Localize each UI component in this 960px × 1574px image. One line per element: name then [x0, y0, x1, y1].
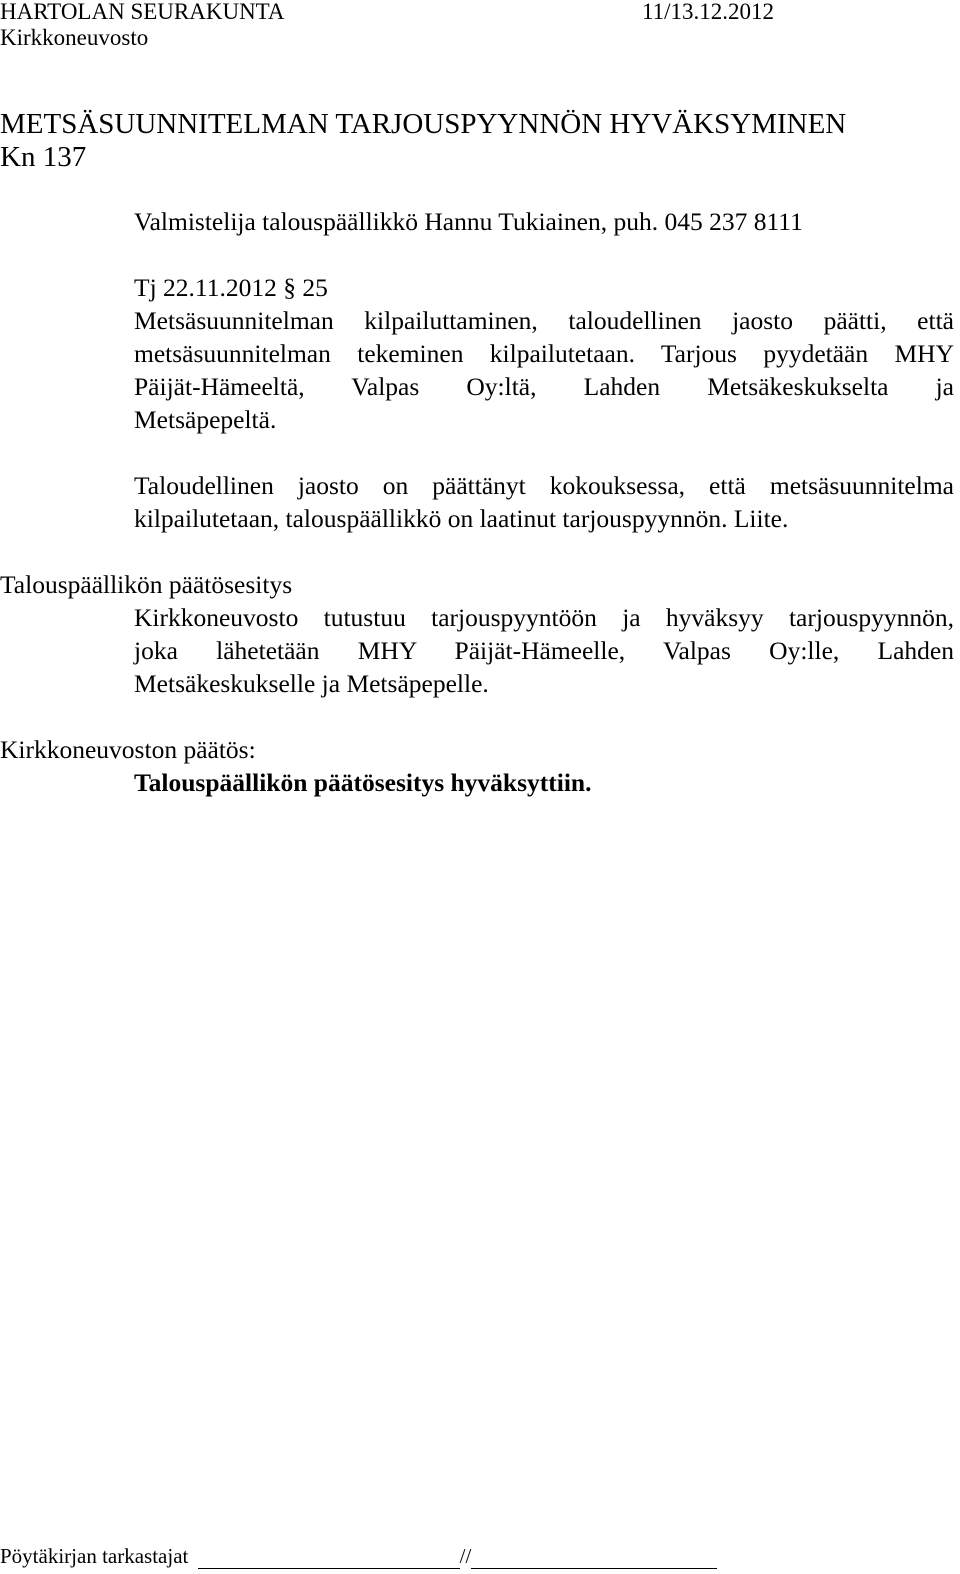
tj-section — [134, 271, 954, 436]
proposal-section — [134, 601, 954, 700]
tj-line: metsäsuunnitelman tekeminen kilpailutetaan. Tarjous pyydetään MHY — [134, 339, 954, 368]
decision-text: Talouspäällikön päätösesitys hyväksyttiin. — [134, 768, 592, 797]
proposal-line: Kirkkoneuvosto tutustuu tarjouspyyntöön ja hyväksyy tarjouspyynnön, — [134, 603, 954, 632]
proposal-line: joka lähetetään MHY Päijät-Hämeelle, Valpas Oy:lle, Lahden — [134, 636, 954, 665]
meeting-date: 11/13.12.2012 — [642, 0, 775, 24]
jaosto-line: Taloudellinen jaosto on päättänyt kokouksessa, että metsäsuunnitelma — [134, 471, 954, 500]
parish-name: HARTOLAN SEURAKUNTA — [0, 0, 285, 24]
signature-separator: // — [459, 1544, 472, 1568]
body-name: Kirkkoneuvosto — [0, 25, 149, 50]
decision-label: Kirkkoneuvoston päätös: — [0, 735, 256, 764]
proposal-label: Talouspäällikön päätösesitys — [0, 570, 293, 599]
preparer-line: Valmistelija talouspäällikkö Hannu Tukiainen, puh. 045 237 8111 — [134, 207, 803, 236]
tj-line: Metsäsuunnitelman kilpailuttaminen, taloudellinen jaosto päätti, että — [134, 306, 954, 335]
tj-heading: Tj 22.11.2012 § 25 — [134, 273, 328, 302]
document-title: METSÄSUUNNITELMAN TARJOUSPYYNNÖN HYVÄKSYMINEN — [0, 108, 847, 140]
proposal-line: Metsäkeskukselle ja Metsäpepelle. — [134, 669, 489, 698]
tj-line: Päijät-Hämeeltä, Valpas Oy:ltä, Lahden Metsäkeskukselta ja — [134, 372, 954, 401]
section-number: Kn 137 — [0, 141, 87, 173]
signature-line-2 — [471, 1548, 717, 1569]
jaosto-section — [134, 469, 954, 535]
signature-line-1 — [198, 1548, 460, 1569]
jaosto-line: kilpailutetaan, talouspäällikkö on laatinut tarjouspyynnön. Liite. — [134, 504, 789, 533]
signature-footer — [0, 1543, 760, 1573]
tj-line: Metsäpepeltä. — [134, 405, 277, 434]
inspectors-label: Pöytäkirjan tarkastajat — [0, 1544, 189, 1568]
